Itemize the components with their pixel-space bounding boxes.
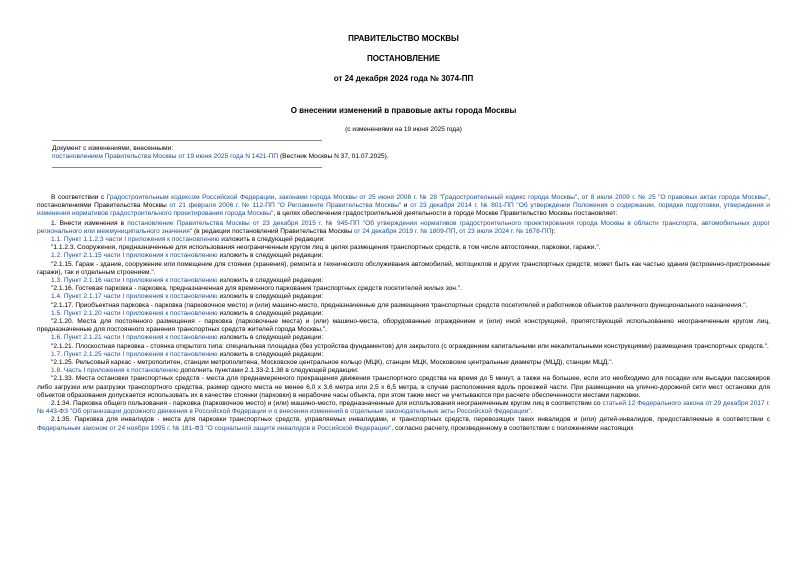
subitem-1-7-text: изложить в следующей редакции:: [217, 350, 324, 358]
item-1-text-1: 1. Внести изменения в: [51, 219, 128, 227]
quote-2-1-35: [37, 416, 770, 432]
quote-1-5: "2.1.20. Места для постоянного размещения - парковка (парковочные места) и (или) машино-места, оборудованные ограждением и (или) иной конструкцией, препятствующей использованию неограниченным кругом лиц, предназначенные для постоянного хранения транспортных средств жителей города Москвы.".: [37, 318, 770, 334]
link-1-6[interactable]: 1.6. Пункт 2.1.21 части I приложения к постановлению: [51, 334, 218, 342]
doc-type: ПОСТАНОВЛЕНИЕ: [366, 54, 441, 63]
quote-2-1-33: "2.1.33. Места остановки транспортных средств - места для преднамеренного прекращения движения транспортного средства на время до 5 минут, а также на большее, если это необходимо для посадки или высадки пассажиров либо загрузки или разгрузки транспортного средства, размер одного места не менее 6,0 х 3,6 метра или 2,5 х 6,5 метра, в случае расположения вдоль проезжей части. При размещении на улично-дорожной сети мест остановки для объектов образования допускается использовать их в качестве стоянки (парковки) в нерабочие часы объекта, при этом такие мест не учитываются при расчете обеспеченности местами парковки.: [37, 375, 770, 399]
document-body: [37, 194, 770, 433]
preamble-text-1: В соответствии с: [51, 194, 107, 201]
link-1-4[interactable]: 1.4. Пункт 2.1.17 части I приложения к постановлению: [51, 293, 218, 301]
subitem-1-4-text: изложить в следующей редакции:: [217, 293, 324, 301]
changes-link[interactable]: постановлением Правительства Москвы от 19 июня 2025 года N 1421-ПП: [52, 153, 279, 161]
quote-2-1-35-end: , согласно расчету, произведенному в соответствии с положениями настоящих: [391, 424, 634, 432]
org-title: ПРАВИТЕЛЬСТВО МОСКВЫ: [348, 34, 459, 43]
subitem-1-8-text: дополнить пунктами 2.1.33-2.1.38 в следующей редакции:: [178, 367, 359, 375]
link-1-3[interactable]: 1.3. Пункт 2.1.16 части I приложения к постановлению: [51, 277, 218, 285]
subitem-1-6-text: изложить в следующей редакции:: [217, 334, 324, 342]
preamble: [37, 194, 770, 219]
link-law-moscow-28[interactable]: законами города Москвы от 25 июня 2008 г. № 28 "Градостроительный кодекс города Москвы": [278, 194, 578, 201]
doc-title: О внесении изменений в правовые акты города Москвы: [290, 106, 517, 115]
quote-2-1-34-text: 2.1.34. Парковка общего пользования - парковка (парковочное место) и (или) машино-место, предназначенные для использования неограниченным кругом лиц в соответствии со: [51, 400, 603, 408]
subitem-1-1: [37, 236, 770, 244]
quote-1-2: "2.1.15. Гараж - здание, сооружение или помещение для стоянки (хранения), ремонта и технического обслуживания автомобилей, мотоциклов и других транспортных средств; может быть как частью здания (встроенно-пристроенные гаражи), так и отдельным строением.".: [37, 260, 770, 276]
subitem-1-2-text: изложить в следующей редакции:: [217, 252, 324, 260]
subitem-1-3-text: изложить в следующей редакции:: [217, 277, 324, 285]
quote-1-1: "1.1.2.3. Сооружения, предназначенные для использования неограниченным кругом лиц в целях размещения транспортных средств, в том числе автостоянки, парковки, гаражи.".: [51, 244, 601, 252]
preamble-text-4: , постановлениями Правительства Москвы: [37, 194, 771, 210]
link-1-2[interactable]: 1.2. Пункт 2.1.15 части I приложения к постановлению: [51, 252, 218, 260]
link-1-8[interactable]: 1.8. Часть I приложения к постановлению: [51, 367, 179, 375]
quote-1-6: "2.1.21. Плоскостная парковка - стоянка открытого типа: специальная площадка (без устройства фундаментов) для закрытого (с ограждением капитальными или некапитальными конструкциями) размещения транспортных средств.".: [51, 342, 769, 350]
link-1809-pp[interactable]: от 24 декабря 2019 г. № 1809-ПП: [353, 227, 456, 235]
link-1-1[interactable]: 1.1. Пункт 1.1.2.3 части I приложения к постановлению: [51, 236, 220, 244]
item-1-text-4: ):: [551, 227, 556, 235]
link-grad-code-rf[interactable]: Градостроительным кодексом Российской Федерации: [106, 194, 275, 201]
quote-1-7: "2.1.25. Рельсовый каркас - метрополитен, станции метрополитена, Московское центральное кольцо (МЦК), станции МЦК, Московские центральные диаметры (МЦД), станции МЦД.".: [51, 359, 614, 367]
quote-1-4: "2.1.17. Приобъектная парковка - парковка (парковочное место) и (или) машино-место, предназначенные для размещения транспортных средств посетителей и работников объектов различного функционального назначения.".: [51, 301, 748, 309]
link-reglament[interactable]: от 21 февраля 2006 г. № 112-ПП "О Регламенте Правительства Москвы": [169, 202, 402, 210]
quote-2-1-35-text: 2.1.35. Парковка для инвалидов - места для парковки транспортных средств, управляемых инвалидами, и транспортных средств, перевозящих таких инвалидов и (или) детей-инвалидов, предоставляемые в соответствии с: [51, 416, 770, 424]
preamble-text-2: ,: [274, 194, 279, 201]
subitem-1-5-text: изложить в следующей редакции:: [217, 309, 324, 317]
item-1-text-3: ,: [455, 227, 460, 235]
changes-intro: Документ с изменениями, внесенными:: [52, 145, 174, 152]
link-1-5[interactable]: 1.5. Пункт 2.1.20 части I приложения к постановлению: [51, 309, 218, 317]
edition-note: (с изменениями на 19 июня 2025 года): [345, 126, 462, 133]
subitem-1-6: [37, 334, 770, 342]
link-1678-pp[interactable]: от 23 июля 2024 г. № 1678-ПП: [459, 227, 552, 235]
item-1: [37, 220, 770, 236]
link-801-pp[interactable]: от 23 декабря 2014 г. № 801-ПП "Об утверждении Положения о содержании, порядке подготовки, утверждения и изменения нормативов градостроительного проектирования города Москвы": [37, 202, 770, 218]
subitem-1-2: [37, 252, 770, 260]
quote-1-3: "2.1.16. Гостевая парковка - парковка, предназначенная для временного паркования транспортных средств посетителей жилых зон.".: [51, 285, 462, 293]
changes-top-rule: [52, 140, 322, 141]
quote-2-1-34: [37, 400, 770, 416]
changes-tail: (Вестник Москвы N 37, 01.07.2025).: [278, 153, 389, 161]
changes-bottom-rule: [52, 167, 322, 168]
link-1-7[interactable]: 1.7. Пункт 2.1.25 части I приложения к постановлению: [51, 350, 218, 358]
changes-line: [52, 153, 752, 161]
preamble-text-3: ,: [577, 194, 582, 201]
subitem-1-1-text: изложить в следующей редакции:: [219, 236, 326, 244]
preamble-text-5: и: [401, 202, 411, 210]
subitem-1-4: [37, 293, 770, 301]
link-945-pp[interactable]: постановление Правительства Москвы от 23 декабря 2015 г. № 945-ПП "Об утверждении нормативов градостроительного проектирования города Москвы в области транспорта, автомобильных дорог регионального или межмуниципального значения": [37, 219, 770, 235]
link-law-moscow-25[interactable]: от 8 июля 2009 г. № 25 "О правовых актах города Москвы": [581, 194, 769, 201]
item-1-text-2: (в редакции постановлений Правительства Москвы: [192, 227, 354, 235]
changes-block: [52, 145, 752, 161]
subitem-1-7: [37, 351, 770, 359]
subitem-1-3: [37, 277, 770, 285]
subitem-1-5: [37, 310, 770, 318]
quote-2-1-34-end: .: [530, 408, 533, 416]
doc-date-number: от 24 декабря 2024 года № 3074-ПП: [333, 74, 474, 83]
link-181-fz[interactable]: Федеральным законом от 24 ноября 1995 г. № 181-ФЗ "О социальной защите инвалидов в Российской Федерации": [37, 424, 392, 432]
link-443-fz[interactable]: статьей 12 Федерального закона от 29 декабря 2017 г. № 443-ФЗ "Об организации дорожного движения в Российской Федерации и о внесении изменений в отдельные законодательные акты Российской Федерации": [37, 400, 770, 416]
preamble-text-6: , в целях обеспечения градостроительной деятельности в городе Москве Правительство Москвы постановляет:: [273, 210, 618, 218]
